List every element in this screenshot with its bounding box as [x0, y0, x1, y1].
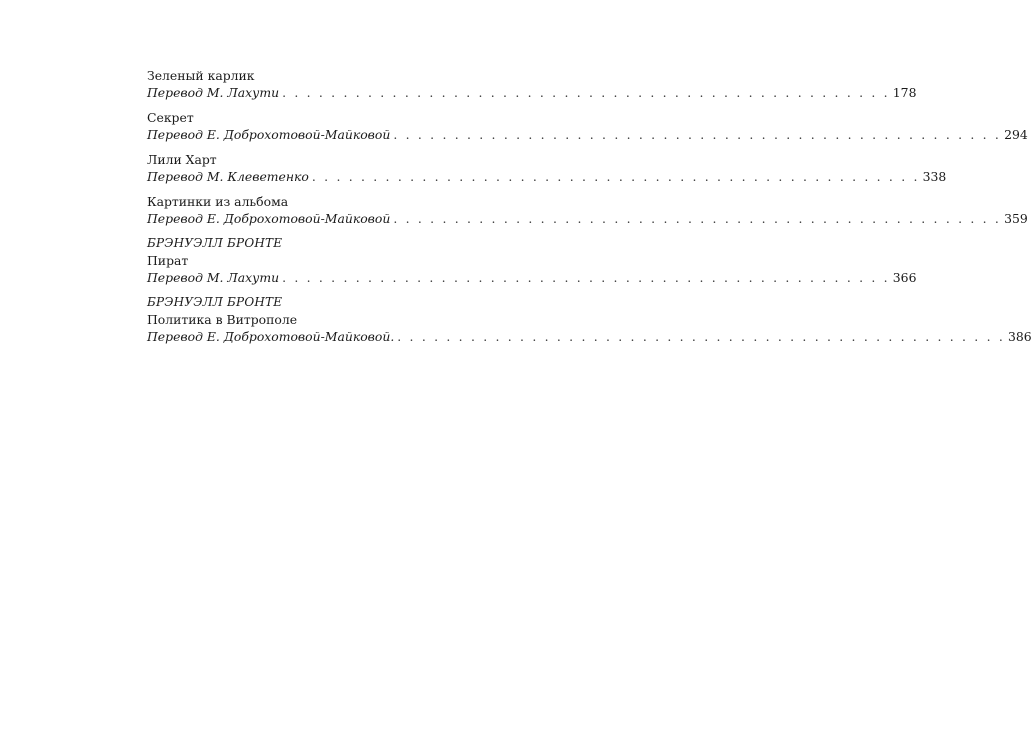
dot-leader: . . . . . . . . . . . . . . . . . . . . . . . . . . . . . . . . . . . . . . . . . . . . . . . . . .: [282, 85, 890, 100]
entry-title: Зеленый карлик: [147, 68, 255, 83]
entry-line: [147, 168, 947, 185]
entry-title: Лили Харт: [147, 152, 217, 167]
dot-leader: . . . . . . . . . . . . . . . . . . . . . . . . . . . . . . . . . . . . . . . . . . . . . . . . . .: [393, 211, 1002, 226]
entry-title: Секрет: [147, 110, 194, 125]
entry-translator: Перевод Е. Доброхотовой-Майковой: [147, 211, 391, 226]
dot-leader: . . . . . . . . . . . . . . . . . . . . . . . . . . . . . . . . . . . . . . . . . . . . . . . . . .: [311, 169, 920, 184]
entry-title: Пират: [147, 253, 189, 268]
toc-entry: [147, 193, 1028, 227]
toc-entry: [147, 235, 917, 286]
entry-title: Политика в Витрополе: [147, 312, 298, 327]
entry-translator: Перевод М. Клеветенко: [147, 169, 309, 184]
entry-translator: Перевод Е. Доброхотовой-Майковой.: [147, 329, 395, 344]
entry-line: [147, 210, 1028, 227]
entry-page-number: 366: [892, 270, 917, 285]
table-of-contents: [147, 67, 1032, 353]
entry-author: БРЭНУЭЛЛ БРОНТЕ: [147, 295, 283, 309]
entry-page-number: 178: [892, 85, 917, 100]
entry-page-number: 386: [1008, 329, 1032, 344]
toc-entry: [147, 294, 1032, 345]
entry-author: БРЭНУЭЛЛ БРОНТЕ: [147, 236, 283, 250]
entry-page-number: 294: [1004, 127, 1028, 142]
entry-page-number: 338: [922, 169, 947, 184]
toc-entry: [147, 151, 947, 185]
entry-line: [147, 126, 1028, 143]
dot-leader: . . . . . . . . . . . . . . . . . . . . . . . . . . . . . . . . . . . . . . . . . . . . . . . . . .: [397, 329, 1006, 344]
entry-line: [147, 84, 917, 101]
dot-leader: . . . . . . . . . . . . . . . . . . . . . . . . . . . . . . . . . . . . . . . . . . . . . . . . . .: [282, 270, 890, 285]
entry-translator: Перевод М. Лахути: [147, 85, 280, 100]
entry-title: Картинки из альбома: [147, 194, 289, 209]
entry-line: [147, 269, 917, 286]
entry-translator: Перевод М. Лахути: [147, 270, 280, 285]
entry-page-number: 359: [1004, 211, 1028, 226]
toc-entry: [147, 67, 917, 101]
entry-line: [147, 328, 1032, 345]
toc-entry: [147, 109, 1028, 143]
dot-leader: . . . . . . . . . . . . . . . . . . . . . . . . . . . . . . . . . . . . . . . . . . . . . . . . . .: [393, 127, 1002, 142]
entry-translator: Перевод Е. Доброхотовой-Майковой: [147, 127, 391, 142]
